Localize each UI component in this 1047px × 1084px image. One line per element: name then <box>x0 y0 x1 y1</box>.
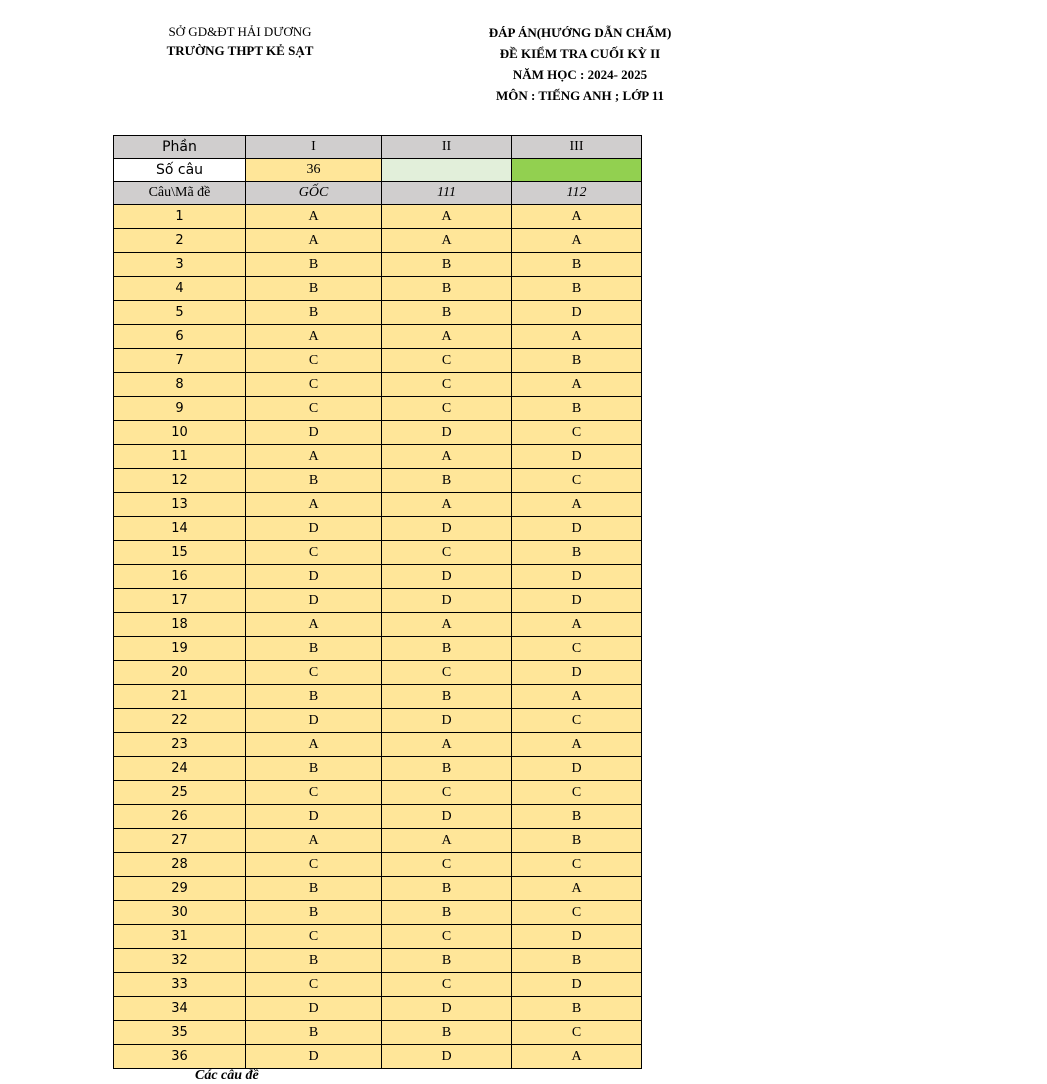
answer-cell: A <box>246 733 382 757</box>
table-row <box>114 901 642 925</box>
question-number: 26 <box>114 805 246 829</box>
answer-cell: D <box>382 517 512 541</box>
question-number: 20 <box>114 661 246 685</box>
answer-cell: C <box>246 973 382 997</box>
table-row <box>114 397 642 421</box>
table-row <box>114 805 642 829</box>
answer-cell: C <box>382 349 512 373</box>
answer-cell: D <box>246 709 382 733</box>
answer-cell: D <box>382 1045 512 1069</box>
part-label: Phần <box>114 136 246 159</box>
answer-cell: B <box>512 805 642 829</box>
answer-cell: A <box>512 229 642 253</box>
header-left <box>120 22 360 60</box>
answer-cell: A <box>512 877 642 901</box>
table-row <box>114 1021 642 1045</box>
answer-cell: A <box>246 229 382 253</box>
answer-cell: B <box>512 829 642 853</box>
table-row <box>114 1045 642 1069</box>
table-row <box>114 421 642 445</box>
part-i: I <box>246 136 382 159</box>
answer-cell: C <box>512 781 642 805</box>
question-number: 14 <box>114 517 246 541</box>
table-row <box>114 589 642 613</box>
answer-cell: C <box>382 661 512 685</box>
answer-cell: B <box>246 301 382 325</box>
question-number: 33 <box>114 973 246 997</box>
answer-cell: A <box>246 325 382 349</box>
department-name: SỞ GD&ĐT HẢI DƯƠNG <box>168 24 312 39</box>
answer-cell: D <box>512 757 642 781</box>
table-row <box>114 853 642 877</box>
answer-cell: B <box>382 301 512 325</box>
answer-cell: A <box>512 493 642 517</box>
table-row <box>114 445 642 469</box>
answer-cell: A <box>512 325 642 349</box>
answer-cell: C <box>382 373 512 397</box>
table-row <box>114 229 642 253</box>
question-number: 25 <box>114 781 246 805</box>
answer-cell: D <box>382 709 512 733</box>
answer-cell: D <box>246 517 382 541</box>
table-row <box>114 733 642 757</box>
answer-cell: D <box>246 565 382 589</box>
answer-cell: B <box>246 757 382 781</box>
table-row <box>114 829 642 853</box>
answer-cell: B <box>246 901 382 925</box>
table-row <box>114 997 642 1021</box>
question-number: 8 <box>114 373 246 397</box>
answer-cell: C <box>512 469 642 493</box>
table-row <box>114 637 642 661</box>
question-number: 15 <box>114 541 246 565</box>
question-number: 31 <box>114 925 246 949</box>
answer-cell: D <box>512 301 642 325</box>
question-number: 16 <box>114 565 246 589</box>
school-name: TRƯỜNG THPT KẺ SẠT <box>166 43 314 58</box>
answer-cell: B <box>512 397 642 421</box>
answer-cell: D <box>512 445 642 469</box>
question-number: 2 <box>114 229 246 253</box>
answer-cell: A <box>246 829 382 853</box>
answer-cell: C <box>246 661 382 685</box>
answer-cell: B <box>382 253 512 277</box>
question-number: 19 <box>114 637 246 661</box>
answer-cell: D <box>382 565 512 589</box>
answer-cell: C <box>512 421 642 445</box>
answer-cell: A <box>512 685 642 709</box>
question-count-row <box>114 159 642 182</box>
question-number: 24 <box>114 757 246 781</box>
question-number: 3 <box>114 253 246 277</box>
answer-cell: C <box>512 1021 642 1045</box>
question-number: 18 <box>114 613 246 637</box>
answer-cell: D <box>382 997 512 1021</box>
answer-cell: B <box>382 877 512 901</box>
answer-cell: B <box>246 277 382 301</box>
code-112: 112 <box>512 182 642 205</box>
answer-cell: C <box>246 397 382 421</box>
answer-cell: A <box>512 613 642 637</box>
answer-cell: C <box>512 853 642 877</box>
table-row <box>114 541 642 565</box>
answer-cell: D <box>246 1045 382 1069</box>
exam-code-row <box>114 182 642 205</box>
answer-cell: B <box>512 253 642 277</box>
answer-cell: A <box>246 493 382 517</box>
answer-cell: D <box>382 805 512 829</box>
answer-cell: B <box>246 685 382 709</box>
answer-cell: C <box>512 637 642 661</box>
answer-cell: A <box>512 205 642 229</box>
answer-cell: D <box>246 805 382 829</box>
answer-cell: A <box>382 733 512 757</box>
table-row <box>114 253 642 277</box>
header-right <box>440 22 720 106</box>
table-row <box>114 949 642 973</box>
answer-cell: B <box>512 949 642 973</box>
answer-cell: A <box>382 229 512 253</box>
exam-title: ĐỀ KIỂM TRA CUỐI KỲ II <box>499 46 661 61</box>
question-number: 27 <box>114 829 246 853</box>
answer-cell: B <box>246 949 382 973</box>
subject-line: MÔN : TIẾNG ANH ; LỚP 11 <box>495 88 665 103</box>
answer-cell: B <box>246 1021 382 1045</box>
answer-cell: C <box>382 397 512 421</box>
answer-cell: D <box>246 421 382 445</box>
question-number: 35 <box>114 1021 246 1045</box>
answer-cell: B <box>246 877 382 901</box>
answer-cell: C <box>382 541 512 565</box>
question-number: 28 <box>114 853 246 877</box>
question-number: 21 <box>114 685 246 709</box>
question-number: 1 <box>114 205 246 229</box>
question-number: 34 <box>114 997 246 1021</box>
table-row <box>114 373 642 397</box>
footer-note: Các câu đề <box>195 1068 259 1083</box>
question-number: 11 <box>114 445 246 469</box>
answer-cell: B <box>246 637 382 661</box>
count-part-ii <box>382 159 512 182</box>
answer-cell: D <box>246 589 382 613</box>
table-row <box>114 781 642 805</box>
question-number: 12 <box>114 469 246 493</box>
answer-cell: C <box>246 781 382 805</box>
question-number: 29 <box>114 877 246 901</box>
table-row <box>114 301 642 325</box>
answer-cell: D <box>512 973 642 997</box>
answer-cell: A <box>382 325 512 349</box>
answer-cell: B <box>382 901 512 925</box>
table-row <box>114 469 642 493</box>
answer-cell: B <box>382 1021 512 1045</box>
answer-cell: A <box>382 205 512 229</box>
code-original: GỐC <box>246 182 382 205</box>
table-row <box>114 709 642 733</box>
answer-cell: B <box>382 469 512 493</box>
count-label: Số câu <box>114 159 246 182</box>
table-row <box>114 565 642 589</box>
answer-cell: B <box>382 637 512 661</box>
question-number: 17 <box>114 589 246 613</box>
question-number: 10 <box>114 421 246 445</box>
answer-cell: D <box>512 925 642 949</box>
code-111: 111 <box>382 182 512 205</box>
answer-cell: D <box>382 589 512 613</box>
answer-cell: B <box>512 349 642 373</box>
answer-cell: A <box>246 205 382 229</box>
answer-cell: B <box>512 997 642 1021</box>
question-number: 36 <box>114 1045 246 1069</box>
answer-cell: C <box>382 781 512 805</box>
count-part-i: 36 <box>246 159 382 182</box>
answer-cell: B <box>512 277 642 301</box>
answer-cell: C <box>512 709 642 733</box>
answer-cell: C <box>246 373 382 397</box>
table-row <box>114 517 642 541</box>
question-number: 23 <box>114 733 246 757</box>
answer-cell: C <box>382 853 512 877</box>
answer-cell: A <box>512 733 642 757</box>
table-row <box>114 613 642 637</box>
answer-cell: A <box>512 373 642 397</box>
table-row <box>114 205 642 229</box>
answer-cell: B <box>382 757 512 781</box>
question-number: 9 <box>114 397 246 421</box>
table-row <box>114 685 642 709</box>
doc-title: ĐÁP ÁN(HƯỚNG DẪN CHẤM) <box>488 25 672 40</box>
table-row <box>114 349 642 373</box>
answer-cell: A <box>382 829 512 853</box>
answer-cell: D <box>512 661 642 685</box>
question-number: 13 <box>114 493 246 517</box>
question-number: 7 <box>114 349 246 373</box>
question-number: 22 <box>114 709 246 733</box>
answer-cell: D <box>512 565 642 589</box>
table-row <box>114 493 642 517</box>
answer-cell: A <box>246 613 382 637</box>
table-row <box>114 661 642 685</box>
answer-cell: B <box>382 949 512 973</box>
answer-cell: A <box>382 613 512 637</box>
question-number: 5 <box>114 301 246 325</box>
answer-cell: C <box>382 973 512 997</box>
answer-key-table <box>113 135 642 1069</box>
answer-cell: A <box>382 445 512 469</box>
answer-cell: D <box>512 517 642 541</box>
table-row <box>114 757 642 781</box>
answer-cell: A <box>512 1045 642 1069</box>
part-iii: III <box>512 136 642 159</box>
answer-cell: A <box>382 493 512 517</box>
answer-cell: C <box>512 901 642 925</box>
answer-cell: C <box>382 925 512 949</box>
code-label: Câu\Mã đề <box>114 182 246 205</box>
part-ii: II <box>382 136 512 159</box>
answer-cell: C <box>246 853 382 877</box>
table-row <box>114 973 642 997</box>
answer-cell: B <box>246 469 382 493</box>
answer-cell: B <box>382 685 512 709</box>
answer-cell: D <box>512 589 642 613</box>
question-number: 4 <box>114 277 246 301</box>
table-row <box>114 277 642 301</box>
answer-cell: D <box>246 997 382 1021</box>
school-year: NĂM HỌC : 2024- 2025 <box>512 67 648 82</box>
answer-cell: D <box>382 421 512 445</box>
question-number: 30 <box>114 901 246 925</box>
table-row <box>114 877 642 901</box>
answer-cell: C <box>246 541 382 565</box>
answer-cell: B <box>246 253 382 277</box>
question-number: 32 <box>114 949 246 973</box>
count-part-iii <box>512 159 642 182</box>
table-row <box>114 925 642 949</box>
answer-cell: C <box>246 925 382 949</box>
answer-cell: A <box>246 445 382 469</box>
answer-cell: B <box>512 541 642 565</box>
table-header-row <box>114 136 642 159</box>
table-row <box>114 325 642 349</box>
question-number: 6 <box>114 325 246 349</box>
answer-cell: B <box>382 277 512 301</box>
answer-cell: C <box>246 349 382 373</box>
